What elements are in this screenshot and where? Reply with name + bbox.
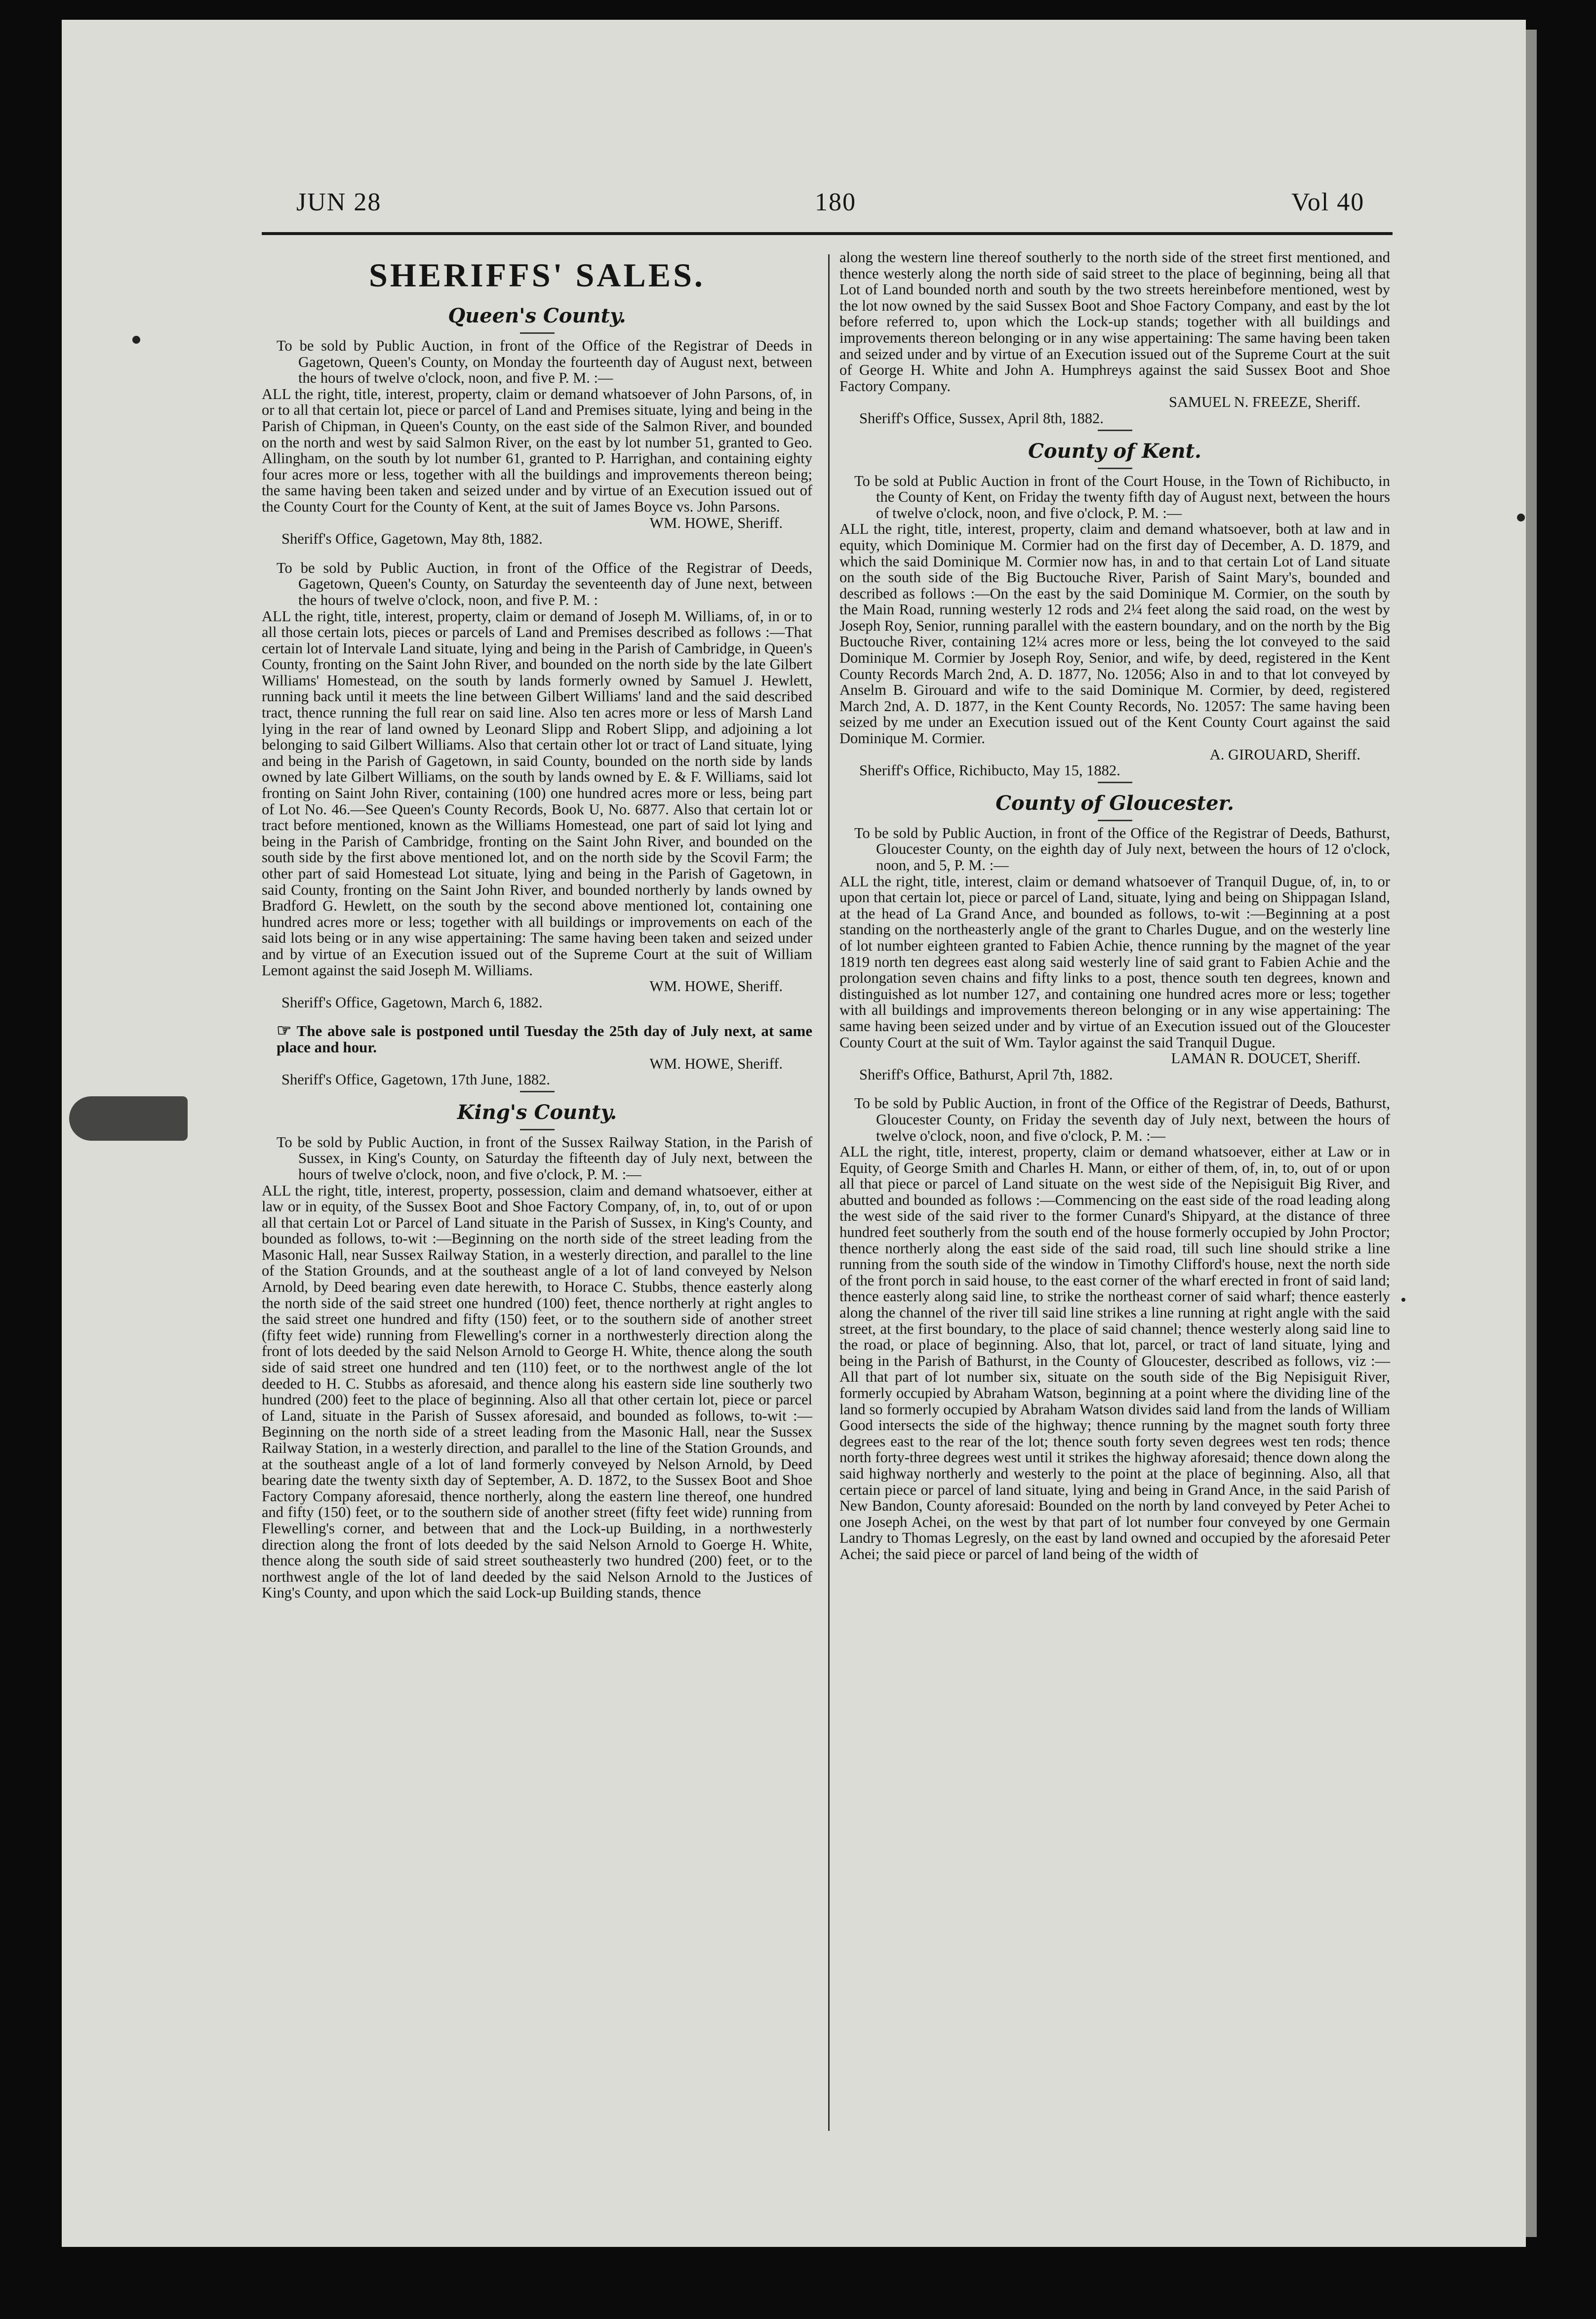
spacer	[262, 547, 812, 560]
spacer	[262, 1010, 812, 1023]
page-speck	[1517, 514, 1525, 521]
heading-rule	[1098, 782, 1132, 783]
left-column	[262, 249, 812, 1601]
sheriff-office-date: Sheriff's Office, Gagetown, 17th June, 1882.	[281, 1071, 550, 1088]
sale-body: ALL the right, title, interest, claim or demand whatsoever of Tranquil Dugue, of, in, to or upon that certain lot, piece or parcel of Land, situate, lying and being on Shippagan Island, at the head of La Grand Ance, and bounded as follows, to-wit :—Beginning at a post standing on the northeasterly angle of the grant to Charles Dugue, and on the westerly line of lot number eighteen granted to Fabien Achie, thence running by the magnet of the year 1819 north ten degrees east along said westerly line of said grant to Fabien Achie and the prolongation seven chains and fifty links to a post, thence south ten degrees, known and distinguished as lot number 127, and containing one hundred acres more or less; together with all buildings and improvements thereon belonging or in any wise appertaining: The same having been seized under and by virtue of an Execution issued out of the Gloucester County Court at the suit of Wm. Taylor against the said Tranquil Dugue.	[839, 873, 1390, 1051]
sale-terms: To be sold by Public Auction, in front of the Office of the Registrar of Deeds in Gagetown, Queen's County, on Monday the fourteenth day of August next, between the hours of twelve o'clock, noon, and five P. M. :—	[277, 337, 812, 387]
pointing-hand-icon: ☞	[277, 1022, 292, 1040]
sale-terms: To be sold by Public Auction, in front of the Office of the Registrar of Deeds, Bathurst, Gloucester County, on the eighth day of July next, between the hours of 12 o'clock, noon, and 5, P. M. :—	[854, 824, 1390, 874]
county-heading-queens: Queen's County.	[448, 304, 626, 327]
sale-body-continued: along the western line thereof southerly to the north side of the street first mentioned, and thence westerly along the north side of said street to the place of beginning, being all that Lot of Land bounded north and south by the two streets hereinbefore mentioned, west by the lot now owned by the said Sussex Boot and Shoe Factory Company, and east by the lot before referred to, upon which the Lock-up stands; together with all buildings and improvements thereon belonging or in any wise appertaining: The same having been taken and seized under and by virtue of an Execution issued out of the Supreme Court at the suit of George H. White and John A. Humphreys against the said Sussex Boot and Shoe Factory Company.	[839, 249, 1390, 395]
postponement-text: The above sale is postponed until Tuesday the 25th day of July next, at same place and hour.	[277, 1022, 812, 1056]
county-heading-gloucester: County of Gloucester.	[996, 791, 1234, 815]
sheriff-signature: WM. HOWE, Sheriff.	[649, 514, 783, 531]
county-heading-kent: County of Kent.	[1028, 439, 1201, 463]
heading-rule	[520, 332, 555, 334]
sale-terms: To be sold by Public Auction, in front of the Office of the Registrar of Deeds, Bathurst, Gloucester County, on Friday the seventh day of July next, between the hours of twelve o'clock, noon, and five o'clock, P. M. :—	[854, 1095, 1390, 1144]
header-volume: Vol 40	[1291, 188, 1365, 216]
page-speck	[132, 336, 140, 344]
page-number: 180	[815, 188, 856, 216]
sheriff-office-date: Sheriff's Office, Bathurst, April 7th, 1882.	[859, 1066, 1113, 1083]
heading-rule	[520, 1091, 555, 1092]
sale-body: ALL the right, title, interest, property, claim and demand whatsoever, both at law and in equity, which Dominique M. Cormier had on the first day of December, A. D. 1879, and which the said Dominique M. Cormier now has, in and to that certain Lot of Land situate on the south side of the Big Buctouche River, Parish of Saint Mary's, bounded and described as follows :—On the east by the said Dominique M. Cormier, on the south by the Main Road, running westerly 12 rods and 2¼ feet along the said road, on the west by Joseph Roy, Senior, running parallel with the eastern boundary, and on the north by the Big Buctouche River, containing 12¼ acres more or less, being the lot conveyed to the said Dominique M. Cormier by Joseph Roy, Senior, and wife, by deed, registered in the Kent County Records March 2nd, A. D. 1877, No. 12056; Also in and to that lot conveyed by Anselm B. Girouard and wife to the said Dominique M. Cormier, by deed, registered March 2nd, A. D. 1877, in the Kent County Records, No. 12057: The same having been seized by me under an Execution issued out of the Kent County Court against the said Dominique M. Cormier.	[839, 520, 1390, 747]
sheriff-office-date: Sheriff's Office, Gagetown, March 6, 1882.	[281, 994, 543, 1011]
heading-rule	[1098, 820, 1132, 821]
page-edge	[1526, 30, 1537, 2237]
page-tab-marker	[69, 1096, 188, 1141]
page-speck	[1401, 1298, 1405, 1302]
sale-terms: To be sold at Public Auction in front of the Court House, in the Town of Richibucto, in the County of Kent, on Friday the twenty fifth day of August next, between the hours of twelve o'clock, noon, and five o'clock, P. M. :—	[854, 472, 1390, 521]
sale-body: ALL the right, title, interest, property, claim or demand of Joseph M. Williams, of, in or to all those certain lots, pieces or parcels of Land and Premises described as follows :—That certain lot of Intervale Land situate, lying and being in the Parish of Cambridge, in Queen's County, fronting on the Saint John River, and bounded on the north side by the late Gilbert Williams' Homestead, on the south by lands formerly owned by Samuel J. Hewlett, running back until it meets the line between Gilbert Williams' land and the said described tract, thence running the full rear on said line. Also ten acres more or less of Marsh Land lying in the rear of land owned by Leonard Slipp and Robert Slipp, and adjoining a lot belonging to said Gilbert Williams. Also that certain other lot or tract of Land situate, lying and being in the Parish of Gagetown, in said County, bounded on the north side by lands owned by late Gilbert Williams, on the south by lands owned by E. & F. Williams, said lot fronting on Saint John River, containing (100) one hundred acres more or less, being part of Lot No. 46.—See Queen's County Records, Book U, No. 6877. Also that certain lot or tract before mentioned, known as the Williams Homestead, one part of said lot lying and being in the Parish of Cambridge, fronting on the Saint John River, and bounded on the south side by the first above mentioned lot, and on the north side by the Scovil Farm; the other part of said Homestead Lot situate, lying and being in the Parish of Gagetown, in said County, fronting on the Saint John River, and bounded northerly by lands owned by Bradford G. Hewlett, on the south by the second above mentioned lot, containing one hundred acres more or less; together with all buildings or improvements on each of the said lots being or in any wise appertaining: The same having been taken and seized under and by virtue of an Execution issued out of the Supreme Court at the suit of William Lemont against the said Joseph M. Williams.	[262, 607, 812, 979]
heading-rule	[520, 1129, 555, 1130]
right-column	[839, 249, 1390, 1562]
sheriff-office-date: Sheriff's Office, Gagetown, May 8th, 1882.	[281, 530, 543, 548]
sale-body: ALL the right, title, interest, property, possession, claim and demand whatsoever, either at law or in equity, of the Sussex Boot and Shoe Factory Company, of, in, to, out of or upon all that certain Lot or Parcel of Land situate in the Parish of Sussex, in King's County, and bounded as follows, to-wit :—Beginning on the north side of the street leading from the Masonic Hall, near Sussex Railway Station, in a westerly direction, and parallel to the line of the Station Grounds, and at the southeast angle of a lot of land conveyed by Nelson Arnold, by Deed bearing even date herewith, to Horace C. Stubbs, thence easterly along the north side of the said street one hundred (100) feet, thence northerly at right angles to the said street one hundred and fifty (150) feet, or to the southern side of another street (fifty feet wide) running from Flewelling's corner in a northwesterly direction along the front of lots deeded by the said Nelson Arnold to George H. White, thence along the south side of said street one hundred and ten (110) feet, or to the northwest angle of the lot deeded to H. C. Stubbs as aforesaid, and thence along his eastern side line southerly two hundred (200) feet to the place of beginning. Also all that other certain lot, piece or parcel of Land, situate in the Parish of Sussex aforesaid, and bounded as follows, to-wit :—Beginning on the north side of a street leading from the Masonic Hall, near the Sussex Railway Station, in a westerly direction, and parallel to the line of the Station Grounds, and at the southeast angle of a lot of land formerly conveyed by Nelson Arnold, by Deed bearing date the twenty sixth day of September, A. D. 1872, to the Sussex Boot and Shoe Factory Company aforesaid, thence northerly, along the eastern line thereof, one hundred and fifty (150) feet, or to the southern side of another street (fifty feet wide) running from Flewelling's corner, and between that and the Lock-up Building, in a northwesterly direction along the front of lots deeded by the said Nelson Arnold to Goerge H. White, thence along the south side of said street southeasterly two hundred (200) feet, or to the northwest angle of the lot of land deeded by the said Nelson Arnold to the Justices of King's County, and upon which the said Lock-up Building stands, thence	[262, 1182, 812, 1601]
sale-body: ALL the right, title, interest, property, claim or demand whatsoever, either at Law or in Equity, of George Smith and Charles H. Mann, or either of them, of, in, to, out of or upon all that piece or parcel of Land situate on the west side of the Nepisiguit Big River, and abutted and bounded as follows :—Commencing on the east side of the road leading along the west side of the said river to the former Cunard's Shipyard, at the distance of three hundred feet southerly from the south end of the house formerly occupied by John Proctor; thence northerly along the east side of the said road, till such line should strike a line running from the south side of the window in Timothy Clifford's house, next the north side of the front porch in said house, to the east corner of the wharf erected in front of said land; thence easterly along said line, to strike the northeast corner of said wharf; thence easterly along the channel of the river till said line strikes a line running at right angle with the said street, at the first boundary, to the place of said channel; thence westerly along said line to the road, or place of beginning. Also, that lot, parcel, or tract of land situate, lying and being in the Parish of Bathurst, in the County of Gloucester, described as follows, viz :—All that part of lot number six, situate on the south side of the Big Nepisiguit River, formerly occupied by Abraham Watson, beginning at a point where the dividing line of the land so formerly occupied by Abraham Watson divides said land from the lands of William Good intersects the side of the highway; thence running by the magnet south forty three degrees east to the rear of the lot; thence south forty seven degrees west ten rods; thence north forty-three degrees west until it strikes the highway aforesaid; thence down along the said highway northerly and westerly to the point at the place of beginning. Also, all that certain piece or parcel of land situate, lying and being in Grand Ance, in the said Parish of New Bandon, County aforesaid: Bounded on the north by land conveyed by Peter Achei to one Joseph Achei, on the west by that part of lot number four conveyed by one Germain Landry to Thomas Legresly, on the east by land owned and occupied by the aforesaid Peter Achei; the said piece or parcel of land being of the width of	[839, 1143, 1390, 1562]
sheriff-signature: SAMUEL N. FREEZE, Sheriff.	[1168, 394, 1360, 411]
page-header	[296, 188, 1388, 222]
heading-rule	[1098, 430, 1132, 431]
sheriff-signature: A. GIROUARD, Sheriff.	[1209, 746, 1360, 763]
county-heading-kings: King's County.	[457, 1100, 617, 1124]
column-divider	[828, 254, 830, 2131]
spacer	[839, 1082, 1390, 1095]
postponement-notice	[262, 1023, 812, 1055]
heading-rule	[1098, 468, 1132, 469]
sheriff-office-date: Sheriff's Office, Richibucto, May 15, 1882.	[859, 762, 1120, 779]
sheriff-signature: WM. HOWE, Sheriff.	[649, 978, 783, 995]
header-rule	[262, 232, 1393, 235]
sheriff-signature: LAMAN R. DOUCET, Sheriff.	[1171, 1050, 1360, 1067]
sheriff-signature: WM. HOWE, Sheriff.	[649, 1055, 783, 1072]
sale-body: ALL the right, title, interest, property, claim or demand whatsoever of John Parsons, of, in or to all that certain lot, piece or parcel of Land and Premises situate, lying and being in the Parish of Chipman, in Queen's County, on the east side of the Salmon River, and bounded on the north and west by said Salmon River, on the east by lot number 51, granted to Geo. Allingham, on the south by lot number 61, granted to P. Harrighan, and containing eighty four acres more or less, together with all the buildings and improvements thereon being; the same having been taken and seized under and by virtue of an Execution issued out of the County Court for the County of Kent, at the suit of James Boyce vs. John Parsons.	[262, 385, 812, 515]
header-date: JUN 28	[296, 188, 382, 216]
sheriff-office-date: Sheriff's Office, Sussex, April 8th, 1882.	[859, 409, 1104, 427]
sale-terms: To be sold by Public Auction, in front of the Office of the Registrar of Deeds, Gagetown, Queen's County, on Saturday the seventeenth day of June next, between the hours of twelve o'clock, noon, and five P. M. :	[277, 559, 812, 608]
sale-terms: To be sold by Public Auction, in front of the Sussex Railway Station, in the Parish of Sussex, in King's County, on Saturday the fifteenth day of July next, between the hours of twelve o'clock, noon, and five o'clock, P. M. :—	[277, 1133, 812, 1183]
section-title: SHERIFFS' SALES.	[369, 256, 705, 294]
